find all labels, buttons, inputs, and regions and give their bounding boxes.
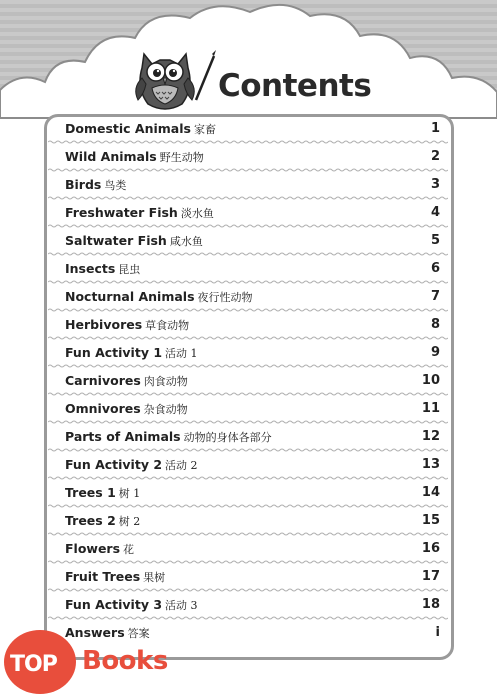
page-title: Contents xyxy=(218,68,372,104)
toc-row xyxy=(46,424,452,452)
toc-entry-title xyxy=(65,345,198,361)
toc-row xyxy=(46,312,452,340)
toc-entry-title xyxy=(65,121,216,137)
toc-entry-page: i xyxy=(435,625,440,640)
toc-entry-page: 3 xyxy=(430,177,440,192)
toc-entry-page: 18 xyxy=(421,597,440,612)
toc-entry-english: Parts of Animals xyxy=(65,429,181,444)
toc-entry-english: Omnivores xyxy=(65,401,141,416)
toc-entry-page: 7 xyxy=(430,289,440,304)
toc-entry-title xyxy=(65,429,272,445)
toc-entry-chinese: 淡水鱼 xyxy=(180,207,214,220)
toc-entry-page: 10 xyxy=(421,373,440,388)
toc-row xyxy=(46,340,452,368)
toc-entry-page: 1 xyxy=(430,121,440,136)
toc-entry-english: Freshwater Fish xyxy=(65,205,178,220)
toc-row xyxy=(46,172,452,200)
toc-entry-chinese: 果树 xyxy=(143,571,166,584)
toc-entry-chinese: 活动 3 xyxy=(165,599,198,612)
toc-entry-title xyxy=(65,457,198,473)
toc-entry-title xyxy=(65,289,253,305)
toc-entry-title xyxy=(65,149,204,165)
toc-entry-chinese: 活动 1 xyxy=(165,347,198,360)
toc-entry-english: Flowers xyxy=(65,541,121,556)
toc-list xyxy=(46,116,452,648)
toc-entry-english: Herbivores xyxy=(65,317,143,332)
toc-entry-title xyxy=(65,205,214,221)
toc-entry-page: 16 xyxy=(421,541,440,556)
toc-entry-page: 13 xyxy=(421,457,440,472)
toc-row xyxy=(46,228,452,256)
toc-row xyxy=(46,256,452,284)
toc-entry-chinese: 野生动物 xyxy=(159,151,204,164)
toc-entry-page: 5 xyxy=(430,233,440,248)
toc-entry-english: Trees 2 xyxy=(65,513,116,528)
toc-entry-page: 8 xyxy=(430,317,440,332)
toc-entry-chinese: 肉食动物 xyxy=(143,375,188,388)
toc-entry-english: Domestic Animals xyxy=(65,121,191,136)
toc-entry-english: Birds xyxy=(65,177,102,192)
toc-entry-page: 6 xyxy=(430,261,440,276)
toc-entry-chinese: 草食动物 xyxy=(145,319,190,332)
toc-entry-english: Fun Activity 3 xyxy=(65,597,163,612)
toc-entry-chinese: 动物的身体各部分 xyxy=(183,431,272,444)
toc-entry-title xyxy=(65,373,188,389)
toc-entry-english: Answers xyxy=(65,625,125,640)
toc-row xyxy=(46,564,452,592)
toc-entry-page: 11 xyxy=(421,401,440,416)
toc-entry-chinese: 鸟类 xyxy=(104,179,127,192)
toc-row xyxy=(46,396,452,424)
toc-entry-chinese: 树 1 xyxy=(118,487,141,500)
toc-entry-page: 2 xyxy=(430,149,440,164)
toc-row xyxy=(46,200,452,228)
toc-entry-title xyxy=(65,317,189,333)
toc-entry-chinese: 夜行性动物 xyxy=(197,291,253,304)
toc-entry-title xyxy=(65,541,134,557)
toc-entry-title xyxy=(65,401,188,417)
toc-entry-english: Fun Activity 1 xyxy=(65,345,163,360)
logo-top-text: TOP xyxy=(10,652,57,677)
toc-entry-chinese: 咸水鱼 xyxy=(169,235,203,248)
toc-entry-title xyxy=(65,485,140,501)
toc-entry-page: 17 xyxy=(421,569,440,584)
toc-entry-page: 15 xyxy=(421,513,440,528)
owl-icon xyxy=(130,48,220,114)
toc-entry-english: Fun Activity 2 xyxy=(65,457,163,472)
toc-row xyxy=(46,480,452,508)
toc-entry-page: 4 xyxy=(430,205,440,220)
toc-entry-title xyxy=(65,177,126,193)
toc-entry-english: Wild Animals xyxy=(65,149,157,164)
toc-row xyxy=(46,508,452,536)
toc-entry-title xyxy=(65,261,140,277)
toc-entry-chinese: 树 2 xyxy=(118,515,141,528)
toc-entry-page: 12 xyxy=(421,429,440,444)
toc-entry-chinese: 杂食动物 xyxy=(143,403,188,416)
toc-row xyxy=(46,368,452,396)
toc-entry-title xyxy=(65,233,203,249)
toc-entry-english: Carnivores xyxy=(65,373,141,388)
toc-entry-chinese: 答案 xyxy=(127,627,150,640)
toc-row xyxy=(46,452,452,480)
toc-entry-chinese: 家畜 xyxy=(193,123,216,136)
toc-entry-chinese: 活动 2 xyxy=(165,459,198,472)
toc-entry-english: Trees 1 xyxy=(65,485,116,500)
cloud-shape xyxy=(0,0,497,130)
toc-row xyxy=(46,284,452,312)
toc-row xyxy=(46,536,452,564)
toc-entry-english: Insects xyxy=(65,261,116,276)
toc-row xyxy=(46,116,452,144)
logo-books-text: Books xyxy=(82,646,168,676)
toc-entry-english: Fruit Trees xyxy=(65,569,141,584)
toc-entry-chinese: 昆虫 xyxy=(118,263,141,276)
toc-entry-title xyxy=(65,569,165,585)
toc-entry-page: 14 xyxy=(421,485,440,500)
toc-entry-chinese: 花 xyxy=(123,543,135,556)
toc-row xyxy=(46,144,452,172)
toc-entry-title xyxy=(65,513,140,529)
toc-entry-english: Nocturnal Animals xyxy=(65,289,195,304)
toc-entry-title xyxy=(65,597,198,613)
topbooks-logo xyxy=(0,616,190,700)
toc-entry-english: Saltwater Fish xyxy=(65,233,167,248)
toc-entry-page: 9 xyxy=(430,345,440,360)
